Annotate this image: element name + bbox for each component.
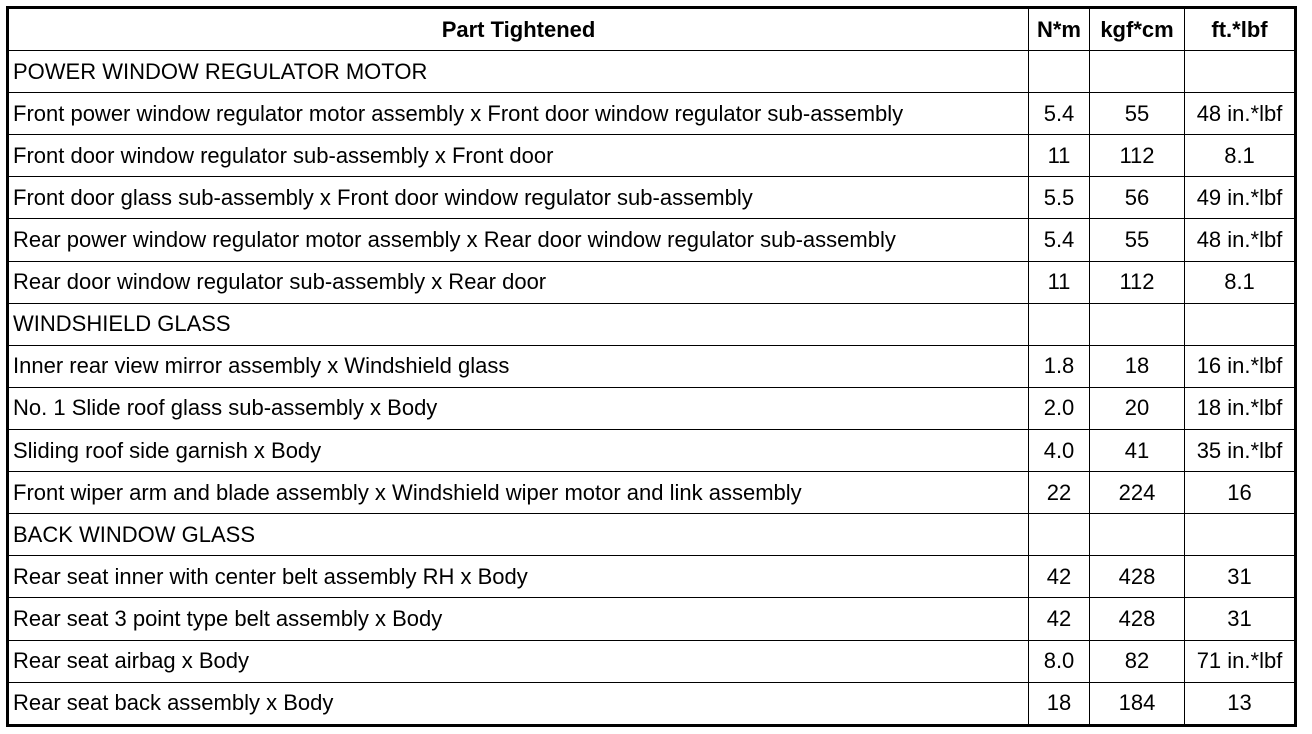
cell-kgf: 55 [1090, 219, 1185, 261]
cell-nm [1029, 514, 1090, 556]
section-row-windshield-glass [8, 303, 1296, 345]
cell-kgf [1090, 514, 1185, 556]
section-row-power-window-regulator-motor [8, 51, 1296, 93]
cell-nm: 11 [1029, 135, 1090, 177]
cell-kgf: 41 [1090, 429, 1185, 471]
cell-nm: 4.0 [1029, 429, 1090, 471]
table-row [8, 135, 1296, 177]
cell-kgf [1090, 303, 1185, 345]
table-row [8, 472, 1296, 514]
cell-kgf: 112 [1090, 261, 1185, 303]
cell-part: Front door window regulator sub-assembly x Front door [8, 135, 1029, 177]
header-kgf-cm: kgf*cm [1090, 8, 1185, 51]
cell-part: Rear power window regulator motor assembly x Rear door window regulator sub-assembly [8, 219, 1029, 261]
cell-nm: 42 [1029, 598, 1090, 640]
cell-ft: 16 in.*lbf [1185, 345, 1296, 387]
cell-ft [1185, 303, 1296, 345]
cell-kgf: 55 [1090, 93, 1185, 135]
cell-part: Front door glass sub-assembly x Front door window regulator sub-assembly [8, 177, 1029, 219]
cell-ft: 31 [1185, 556, 1296, 598]
cell-kgf: 184 [1090, 682, 1185, 725]
cell-nm: 1.8 [1029, 345, 1090, 387]
table-row [8, 682, 1296, 725]
cell-part: Rear seat airbag x Body [8, 640, 1029, 682]
cell-nm: 5.5 [1029, 177, 1090, 219]
torque-specification-table [6, 6, 1297, 727]
section-title: BACK WINDOW GLASS [8, 514, 1029, 556]
table-row [8, 219, 1296, 261]
cell-ft: 31 [1185, 598, 1296, 640]
table-row [8, 640, 1296, 682]
cell-nm: 5.4 [1029, 93, 1090, 135]
cell-part: Front power window regulator motor assembly x Front door window regulator sub-assembly [8, 93, 1029, 135]
cell-part: Rear seat inner with center belt assembly RH x Body [8, 556, 1029, 598]
header-ft-lbf: ft.*lbf [1185, 8, 1296, 51]
cell-nm: 5.4 [1029, 219, 1090, 261]
cell-part: Rear seat back assembly x Body [8, 682, 1029, 725]
cell-ft: 35 in.*lbf [1185, 429, 1296, 471]
cell-nm: 8.0 [1029, 640, 1090, 682]
torque-table-container [6, 6, 1294, 727]
cell-kgf [1090, 51, 1185, 93]
section-title: WINDSHIELD GLASS [8, 303, 1029, 345]
table-row [8, 429, 1296, 471]
table-row [8, 345, 1296, 387]
cell-kgf: 428 [1090, 598, 1185, 640]
cell-part: Sliding roof side garnish x Body [8, 429, 1029, 471]
cell-nm: 11 [1029, 261, 1090, 303]
cell-part: Rear door window regulator sub-assembly x Rear door [8, 261, 1029, 303]
cell-ft: 8.1 [1185, 135, 1296, 177]
cell-nm [1029, 303, 1090, 345]
cell-ft: 13 [1185, 682, 1296, 725]
cell-part: Front wiper arm and blade assembly x Windshield wiper motor and link assembly [8, 472, 1029, 514]
header-part-tightened: Part Tightened [8, 8, 1029, 51]
cell-ft: 71 in.*lbf [1185, 640, 1296, 682]
table-row [8, 598, 1296, 640]
header-newton-meter: N*m [1029, 8, 1090, 51]
cell-part: No. 1 Slide roof glass sub-assembly x Body [8, 387, 1029, 429]
cell-kgf: 82 [1090, 640, 1185, 682]
cell-kgf: 428 [1090, 556, 1185, 598]
cell-nm: 18 [1029, 682, 1090, 725]
table-header-row [8, 8, 1296, 51]
cell-ft: 49 in.*lbf [1185, 177, 1296, 219]
cell-nm: 22 [1029, 472, 1090, 514]
table-row [8, 177, 1296, 219]
cell-kgf: 18 [1090, 345, 1185, 387]
cell-kgf: 20 [1090, 387, 1185, 429]
cell-nm: 42 [1029, 556, 1090, 598]
section-title: POWER WINDOW REGULATOR MOTOR [8, 51, 1029, 93]
table-row [8, 93, 1296, 135]
table-row [8, 556, 1296, 598]
cell-ft [1185, 51, 1296, 93]
cell-nm: 2.0 [1029, 387, 1090, 429]
cell-part: Rear seat 3 point type belt assembly x Body [8, 598, 1029, 640]
cell-ft [1185, 514, 1296, 556]
section-row-back-window-glass [8, 514, 1296, 556]
cell-ft: 16 [1185, 472, 1296, 514]
cell-ft: 48 in.*lbf [1185, 93, 1296, 135]
cell-kgf: 112 [1090, 135, 1185, 177]
table-row [8, 261, 1296, 303]
cell-kgf: 224 [1090, 472, 1185, 514]
cell-ft: 18 in.*lbf [1185, 387, 1296, 429]
cell-nm [1029, 51, 1090, 93]
cell-kgf: 56 [1090, 177, 1185, 219]
table-body [8, 51, 1296, 726]
cell-ft: 48 in.*lbf [1185, 219, 1296, 261]
table-row [8, 387, 1296, 429]
cell-ft: 8.1 [1185, 261, 1296, 303]
cell-part: Inner rear view mirror assembly x Windshield glass [8, 345, 1029, 387]
